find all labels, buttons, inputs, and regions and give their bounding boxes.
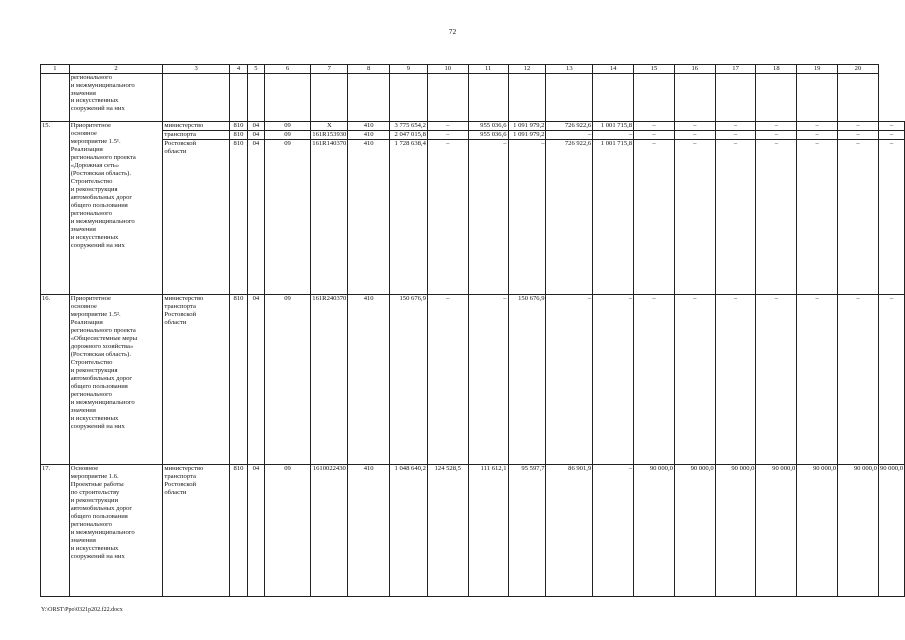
empty-cell [230,74,248,122]
executor-line: Ростовской [164,140,197,147]
year-amount-cell: – [593,295,634,465]
description-line: и межмуниципального [70,399,135,406]
total-amount-cell: 1 048 640,2 [389,465,427,597]
description-line: и реконструкция [70,367,118,374]
table-row [41,295,905,465]
column-number-cell: 12 [508,65,546,74]
column-number-cell: 19 [797,65,838,74]
column-number-cell: 2 [69,65,163,74]
executor-line: Ростовской [164,311,197,318]
subsection-code-cell: 09 [264,131,310,140]
subsection-code-cell: 09 [264,465,310,597]
year-amount-cell: 90 000,0 [715,465,756,597]
ministry-code-cell: 810 [230,295,248,465]
description-line: по строительству [70,489,120,496]
total-amount-cell: 1 728 638,4 [389,140,427,295]
year-amount-cell: 726 922,6 [546,140,593,295]
year-amount-cell: 95 597,7 [508,465,546,597]
year-amount-cell: – [427,295,468,465]
year-amount-cell: – [838,122,879,131]
column-number-cell: 7 [311,65,348,74]
description-line: основное [70,130,97,137]
executor-line: области [164,319,187,326]
ministry-code-cell: 810 [230,122,248,131]
description-line: общего пользования [70,202,128,209]
ministry-code-cell: 810 [230,140,248,295]
empty-cell [163,74,230,122]
year-amount-cell: – [508,140,546,295]
description-line: регионального проекта [70,154,136,161]
description-line: и межмуниципального [70,529,135,536]
description-line: сооружений на них [70,105,125,113]
description-line: сооружений на них [70,423,125,430]
column-number-cell: 11 [468,65,508,74]
year-amount-cell: – [715,295,756,465]
description-line: Строительство [70,359,113,366]
year-amount-cell: – [593,465,634,597]
description-line: регионального [70,210,112,217]
year-amount-cell: – [427,122,468,131]
year-amount-cell: – [546,131,593,140]
empty-cell [593,74,634,122]
table-row [41,131,905,140]
year-amount-cell: – [715,140,756,295]
target-code-cell: 161R153930 [312,131,347,138]
executor-cell [163,122,230,131]
description-line: значения [70,407,96,414]
target-code-cell: Х [311,122,348,131]
year-amount-cell: – [634,140,675,295]
year-amount-cell: 955 036,6 [468,131,508,140]
description-cell [69,465,163,597]
description-line: общего пользования [70,513,128,520]
description-line: и искусственных [70,234,119,241]
year-amount-cell: 86 901,9 [546,465,593,597]
expense-type-cell: 410 [348,122,390,131]
description-line: Проектные работы [70,481,124,488]
year-amount-cell: – [427,140,468,295]
year-amount-cell: 90 000,0 [756,465,797,597]
section-code-cell: 04 [247,131,264,140]
description-line: Реализация [70,319,103,326]
description-line: регионального [70,391,112,398]
description-line: общего пользования [70,383,128,390]
year-amount-cell: – [797,131,838,140]
year-amount-cell: – [674,295,715,465]
column-number-cell: 15 [634,65,675,74]
table-row [41,465,905,597]
empty-cell [546,74,593,122]
year-amount-cell: – [468,140,508,295]
table-row [41,140,905,295]
empty-cell [797,74,838,122]
executor-line: транспорта [164,303,196,310]
column-number-cell: 13 [546,65,593,74]
subsection-code-cell: 09 [264,140,310,295]
expense-type-cell: 410 [348,295,390,465]
description-line: «Общесистемные меры [70,335,138,342]
empty-cell [264,74,310,122]
expense-type-cell: 410 [348,140,390,295]
row-number-cell: 16. [41,295,70,465]
executor-line: министерство [164,122,204,129]
year-amount-cell: – [878,131,904,140]
year-amount-cell: – [838,131,879,140]
section-code-cell: 04 [247,465,264,597]
description-line: и искусственных [70,545,119,552]
year-amount-cell: 90 000,0 [838,465,879,597]
executor-line: области [164,489,187,496]
empty-cell [715,74,756,122]
page-number: 72 [448,27,457,36]
year-amount-cell: – [838,295,879,465]
description-line: мероприятие 1.6. [70,473,119,480]
description-line: регионального проекта [70,327,136,334]
description-line: регионального [70,521,112,528]
description-line: значения [70,537,96,544]
description-line: автомобильных дорог [70,194,133,201]
description-line: (Ростовская область). [70,351,131,358]
row-number-cell: 17. [41,465,70,597]
column-number-cell: 1 [41,65,70,74]
year-amount-cell: 955 036,6 [468,122,508,131]
executor-line: Ростовской [164,481,197,488]
empty-cell [674,74,715,122]
year-amount-cell: 90 000,0 [797,465,838,597]
description-line: и реконструкции [70,497,119,504]
description-line: сооружений на них [70,553,125,560]
empty-cell [311,74,348,122]
description-line: регионального [70,74,112,81]
table-row [41,122,905,131]
column-number-cell: 8 [348,65,390,74]
description-line: значения [70,89,96,97]
target-code-cell: 1610022430 [311,465,348,597]
year-amount-cell: – [797,140,838,295]
year-amount-cell: – [634,295,675,465]
executor-line: министерство [164,295,204,302]
year-amount-cell: – [878,122,904,131]
executor-line: министерство [164,465,204,472]
year-amount-cell: 90 000,0 [634,465,675,597]
total-amount-cell: 3 775 654,2 [389,122,427,131]
total-amount-cell: 150 676,9 [389,295,427,465]
year-amount-cell: – [715,122,756,131]
column-number-cell: 20 [838,65,879,74]
empty-cell [247,74,264,122]
footer-file-path: Y:\ORST\Ppo\0321p202.f22.docx [41,607,123,613]
expense-type-cell: 410 [348,465,390,597]
empty-cell [348,74,390,122]
description-line: и реконструкция [70,186,118,193]
year-amount-cell: – [634,131,675,140]
row-number-cell: 15. [41,122,70,295]
description-line: сооружений на них [70,242,125,249]
ministry-code-cell: 810 [230,131,248,140]
year-amount-cell: 124 528,5 [427,465,468,597]
column-number-row [41,65,905,74]
column-number-cell: 14 [593,65,634,74]
budget-table [40,64,905,597]
column-number-cell: 17 [715,65,756,74]
year-amount-cell: – [674,140,715,295]
year-amount-cell: 90 000,0 [878,465,904,597]
description-line: «Дорожная сеть» [70,162,120,169]
description-line: автомобильных дорог [70,375,133,382]
year-amount-cell: – [674,122,715,131]
executor-cell [163,295,230,465]
continuation-row [41,74,905,122]
section-code-cell: 04 [247,122,264,131]
year-amount-cell: – [797,295,838,465]
year-amount-cell: – [546,295,593,465]
year-amount-cell: – [715,131,756,140]
description-line: мероприятие 1.5². [70,311,121,318]
number-cell [41,74,70,122]
empty-cell [634,74,675,122]
column-number-cell: 9 [389,65,427,74]
year-amount-cell: 1 001 715,8 [593,140,634,295]
executor-line: транспорта [164,131,196,138]
column-number-cell: 6 [264,65,310,74]
description-cell [69,74,163,122]
description-line: автомобильных дорог [70,505,133,512]
executor-cell [163,131,230,140]
year-amount-cell: – [878,295,904,465]
year-amount-cell: 1 091 979,2 [508,122,546,131]
column-number-cell: 5 [247,65,264,74]
section-code-cell: 04 [247,295,264,465]
year-amount-cell: 1 091 979,2 [508,131,546,140]
description-line: основное [70,303,97,310]
year-amount-cell: 111 612,1 [468,465,508,597]
empty-cell [756,74,797,122]
description-cell [69,295,163,465]
target-code-cell: 161R140370 [311,140,348,295]
year-amount-cell: – [756,140,797,295]
empty-cell [468,74,508,122]
description-line: и искусственных [70,97,119,105]
year-amount-cell: – [756,131,797,140]
column-number-cell: 3 [163,65,230,74]
description-cell [69,122,163,295]
description-line: Приоритетное [70,295,111,302]
description-line: Реализация [70,146,103,153]
subsection-code-cell: 09 [264,122,310,131]
description-line: и искусственных [70,415,119,422]
description-line: Приоритетное [70,122,111,129]
year-amount-cell: 1 001 715,8 [593,122,634,131]
empty-cell [508,74,546,122]
year-amount-cell: – [468,295,508,465]
column-number-cell: 16 [674,65,715,74]
target-code-cell: 161R240370 [311,295,348,465]
description-line: Строительство [70,178,113,185]
year-amount-cell: 90 000,0 [674,465,715,597]
empty-cell [838,74,879,122]
year-amount-cell: – [427,131,468,140]
description-line: мероприятие 1.5¹. [70,138,121,145]
year-amount-cell: – [756,295,797,465]
ministry-code-cell: 810 [230,465,248,597]
subsection-code-cell: 09 [264,295,310,465]
description-line: и межмуниципального [70,218,135,225]
year-amount-cell: – [756,122,797,131]
column-number-cell: 4 [230,65,248,74]
column-number-cell: 18 [756,65,797,74]
empty-cell [389,74,427,122]
year-amount-cell: – [838,140,879,295]
year-amount-cell: – [634,122,675,131]
column-number-cell: 10 [427,65,468,74]
description-line: дорожного хозяйства» [70,343,134,350]
description-line: и межмуниципального [70,81,135,89]
section-code-cell: 04 [247,140,264,295]
year-amount-cell: 150 676,9 [508,295,546,465]
year-amount-cell: 726 922,6 [546,122,593,131]
year-amount-cell: – [674,131,715,140]
year-amount-cell: – [878,140,904,295]
description-line: значения [70,226,96,233]
executor-line: области [164,148,187,155]
executor-line: транспорта [164,473,196,480]
year-amount-cell: – [593,131,634,140]
year-amount-cell: – [797,122,838,131]
description-line: (Ростовская область). [70,170,131,177]
executor-cell [163,465,230,597]
expense-type-cell: 410 [348,131,390,140]
total-amount-cell: 2 047 015,8 [389,131,427,140]
empty-cell [427,74,468,122]
description-line: Основное [70,465,99,472]
executor-cell [163,140,230,295]
